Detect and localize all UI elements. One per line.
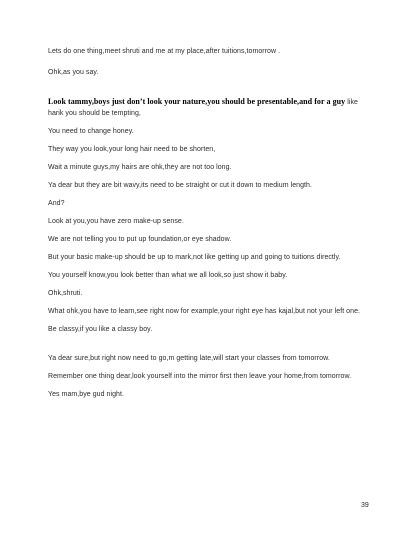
text-line-tail: like harik you should be tempting, bbox=[48, 99, 358, 117]
text-line: Wait a minute guys,my hairs are ohk,they are not too long. bbox=[48, 164, 232, 171]
text-line-emphasis bbox=[48, 97, 368, 119]
text-line: Look at you,you have zero make-up sense. bbox=[48, 218, 184, 225]
text-line: But your basic make-up should be up to mark,not like getting up and going to tuitions directly. bbox=[48, 254, 341, 261]
emphasis-text: Look tammy,boys just don’t look your nature,you should be presentable,and for a guy bbox=[48, 97, 346, 106]
text-line: Ohk,as you say. bbox=[48, 69, 99, 76]
text-line: And? bbox=[48, 200, 65, 207]
text-line: Ohk,shruti. bbox=[48, 290, 83, 297]
text-line: Ya dear sure,but right now need to go,m getting late,will start your classes from tomorrow. bbox=[48, 355, 330, 362]
text-line: You need to change honey. bbox=[48, 128, 134, 135]
text-line: Yes mam,bye gud night. bbox=[48, 391, 124, 398]
text-line: Remember one thing dear,look yourself into the mirror first then leave your home,from tomorrow. bbox=[48, 373, 352, 380]
text-line: We are not telling you to put up foundation,or eye shadow. bbox=[48, 236, 232, 243]
text-line: Lets do one thing,meet shruti and me at my place,after tuitions,tomorrow . bbox=[48, 48, 281, 55]
text-line: What ohk,you have to learn,see right now for example,your right eye has kajal,but not your left one. bbox=[48, 308, 361, 315]
text-line: They way you look,your long hair need to be shorten, bbox=[48, 146, 216, 153]
text-line: Ya dear but they are bit wavy,its need to be straight or cut it down to medium length. bbox=[48, 182, 312, 189]
text-line: You yourself know,you look better than what we all look,so just show it baby. bbox=[48, 272, 288, 279]
page-number: 39 bbox=[361, 502, 369, 509]
document-body bbox=[48, 47, 368, 400]
text-line: Be classy,if you like a classy boy. bbox=[48, 326, 153, 333]
